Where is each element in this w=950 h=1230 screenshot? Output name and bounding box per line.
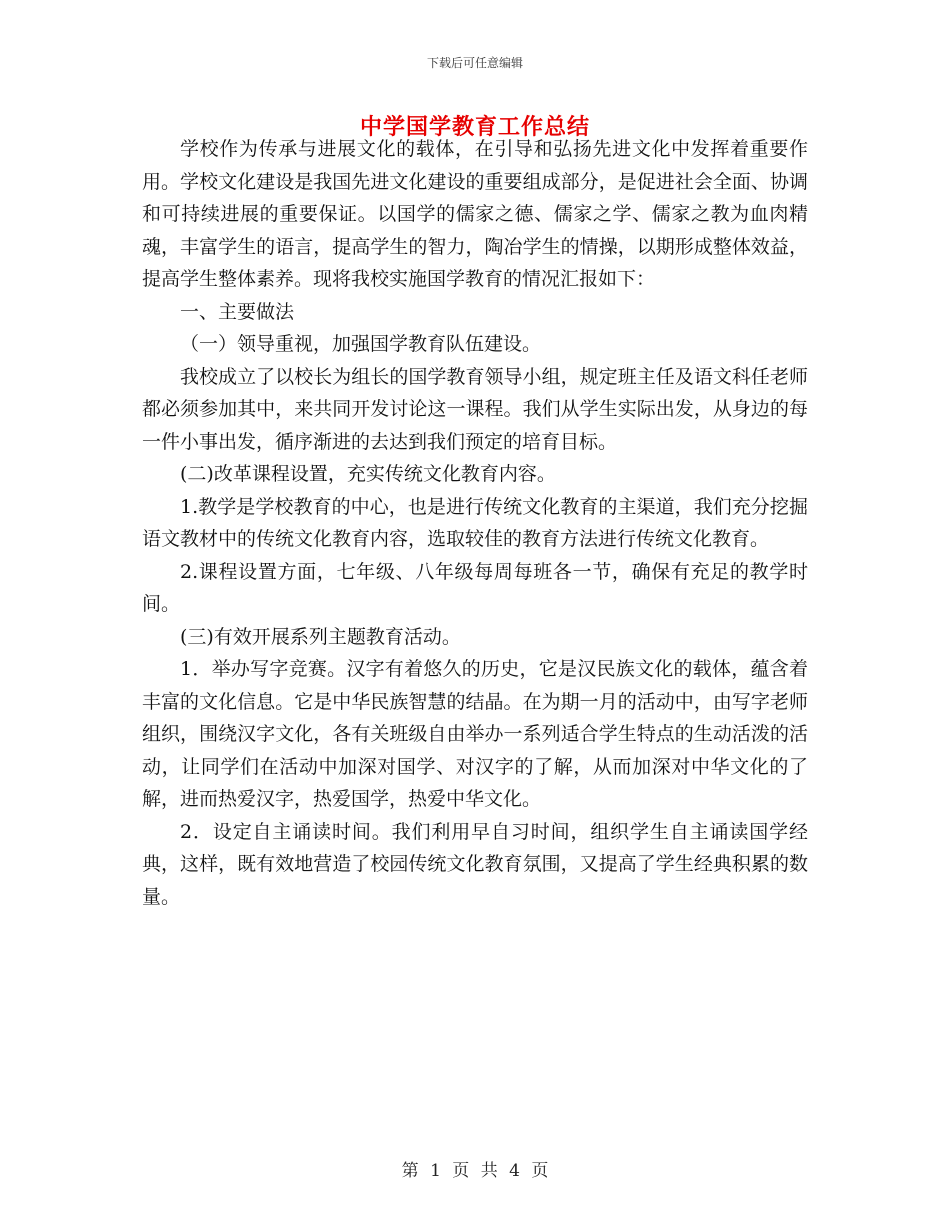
paragraph-writing-contest: 1．举办写字竞赛。汉字有着悠久的历史，它是汉民族文化的载体，蕴含着丰富的文化信息。它是中华民族智慧的结晶。在为期一月的活动中，由写字老师组织，围绕汉字文化，各有关班级自由举办一系列适合学生特点的生动活泼的活动，让同学们在活动中加深对国学、对汉字的了解，从而加深对中华文化的了解，进而热爱汉字，热爱国学，热爱中华文化。	[142, 658, 808, 810]
document-title: 中学国学教育工作总结	[359, 114, 590, 140]
paragraph-teaching-center: 1.教学是学校教育的中心，也是进行传统文化教育的主渠道，我们充分挖掘语文教材中的传统文化教育内容，选取较佳的教育方法进行传统文化教育。	[142, 495, 808, 550]
header-note: 下载后可任意编辑	[426, 56, 523, 70]
paragraph-curriculum-setup: 2.课程设置方面，七年级、八年级每周每班各一节，确保有充足的教学时间。	[142, 560, 808, 615]
document-body	[142, 133, 808, 913]
subsection-heading-3: (三)有效开展系列主题教育活动。	[180, 625, 461, 648]
page-footer: 第 1 页 共 4 页	[401, 1161, 549, 1181]
subsection-heading-2: (二)改革课程设置，充实传统文化教育内容。	[180, 463, 556, 485]
paragraph-leadership-group: 我校成立了以校长为组长的国学教育领导小组，规定班主任及语文科任老师都必须参加其中，来共同开发讨论这一课程。我们从学生实际出发，从身边的每一件小事出发，循序渐进的去达到我们预定的培育目标。	[142, 365, 808, 453]
subsection-heading-1: （一）领导重视，加强国学教育队伍建设。	[180, 333, 542, 355]
paragraph-reading-time: 2．设定自主诵读时间。我们利用早自习时间，组织学生自主诵读国学经典，这样，既有效地营造了校园传统文化教育氛围，又提高了学生经典积累的数量。	[142, 820, 808, 908]
paragraph-intro: 学校作为传承与进展文化的载体，在引导和弘扬先进文化中发挥着重要作用。学校文化建设是我国先进文化建设的重要组成部分，是促进社会全面、协调和可持续进展的重要保证。以国学的儒家之德、儒家之学、儒家之教为血肉精魂，丰富学生的语言，提高学生的智力，陶冶学生的情操，以期形成整体效益，提高学生整体素养。现将我校实施国学教育的情况汇报如下：	[142, 138, 808, 290]
section-heading-main-practices: 一、主要做法	[180, 300, 295, 323]
